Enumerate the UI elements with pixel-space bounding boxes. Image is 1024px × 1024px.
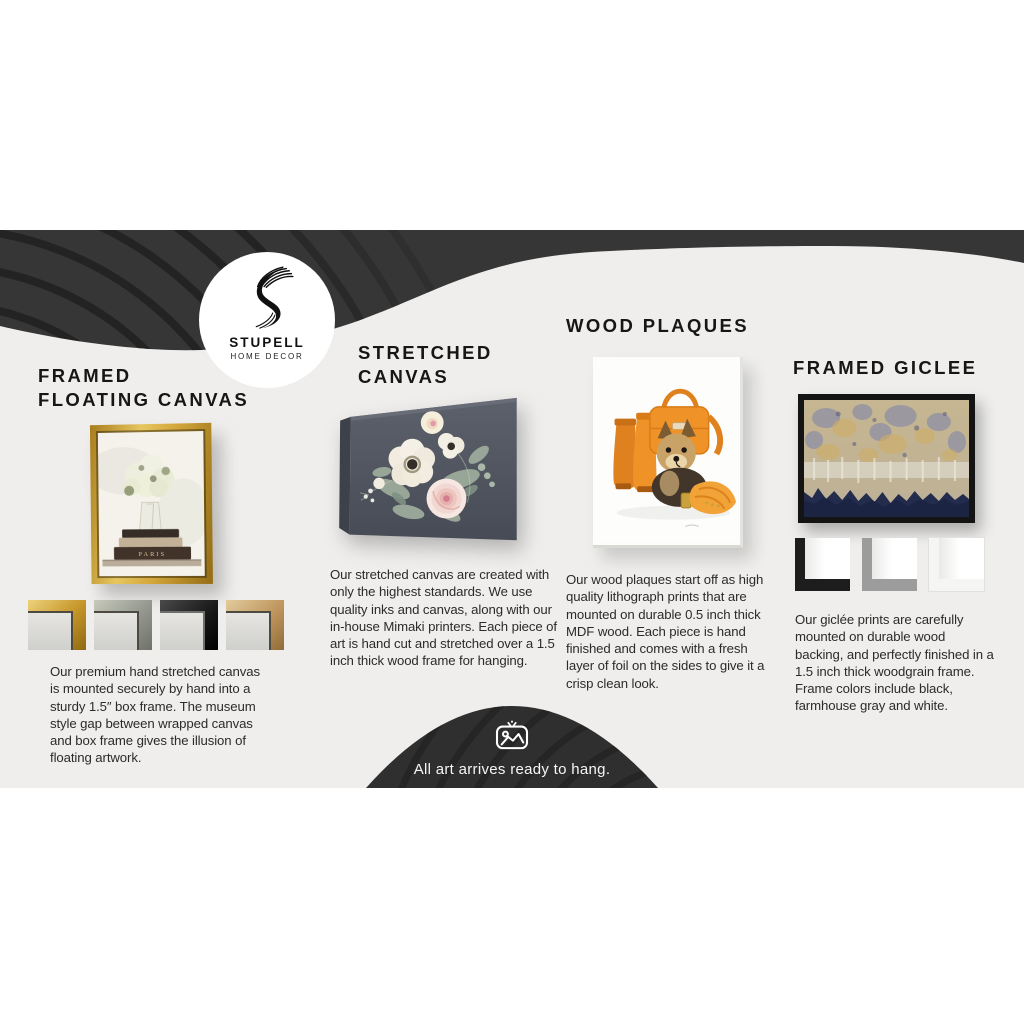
frame-swatch-champagne	[226, 600, 284, 650]
section-title-wood-plaques	[566, 314, 749, 338]
section-description-framed-giclee: Our giclée prints are carefully mounted on durable wood backing, and perfectly finished in a 1.5 inch thick woodgrain frame. Frame colors include black, farmhouse gray and white.	[795, 612, 994, 714]
section-description-wood-plaques: Our wood plaques start off as high quality lithograph prints that are mounted on durable 0.5 inch thick MDF wood. Each piece is hand finished and comes with a fresh layer of foil on the sides to give it a crisp clean look.	[566, 572, 765, 691]
paris-book-text: PARIS	[138, 551, 167, 559]
giclee-corner-white	[929, 538, 984, 591]
section-title-framed-giclee	[793, 356, 977, 380]
brand-tagline: HOME DECOR	[230, 352, 304, 361]
footer-dome	[366, 704, 658, 788]
section-description-stretched-canvas: Our stretched canvas are created with only the highest standards. We use quality inks and canvas, along with our in-house Mimaki printers. Each piece of art is hand cut and stretched over a 1.5 inch thick wood frame for hanging.	[330, 567, 557, 669]
title-line: CANVAS	[358, 366, 450, 387]
header-wave-band	[0, 230, 1024, 355]
framed-art-icon	[493, 720, 531, 750]
floating-canvas-artwork	[90, 423, 213, 584]
stretched-canvas-artwork	[334, 396, 520, 546]
giclee-frame-corner-row	[795, 538, 984, 591]
framed-giclee-artwork	[798, 394, 975, 523]
wood-plaque-artwork	[593, 357, 743, 548]
title-line: WOOD PLAQUES	[566, 315, 749, 336]
frame-swatch-gold	[28, 600, 86, 650]
brand-logo-badge	[199, 252, 335, 388]
frame-swatch-silver	[94, 600, 152, 650]
frame-swatch-black	[160, 600, 218, 650]
title-line: FRAMED	[38, 365, 132, 386]
giclee-corner-black	[795, 538, 850, 591]
floating-frame-swatch-row	[28, 600, 284, 650]
giclee-corner-gray	[862, 538, 917, 591]
section-title-framed-floating-canvas	[38, 364, 249, 412]
brand-name: STUPELL	[229, 335, 305, 350]
footer-message: All art arrives ready to hang.	[413, 761, 611, 778]
section-description-framed-floating-canvas: Our premium hand stretched canvas is mounted securely by hand into a sturdy 1.5″ box frame. The museum style gap between wrapped canvas and box frame gives the illusion of floating artwork.	[50, 664, 260, 766]
poster-band	[0, 230, 1024, 788]
title-line: FRAMED GICLEE	[793, 357, 978, 378]
title-line: FLOATING CANVAS	[38, 389, 250, 410]
section-title-stretched-canvas	[358, 341, 493, 389]
stupell-s-logo-icon	[236, 265, 298, 331]
title-line: STRETCHED	[358, 342, 493, 363]
